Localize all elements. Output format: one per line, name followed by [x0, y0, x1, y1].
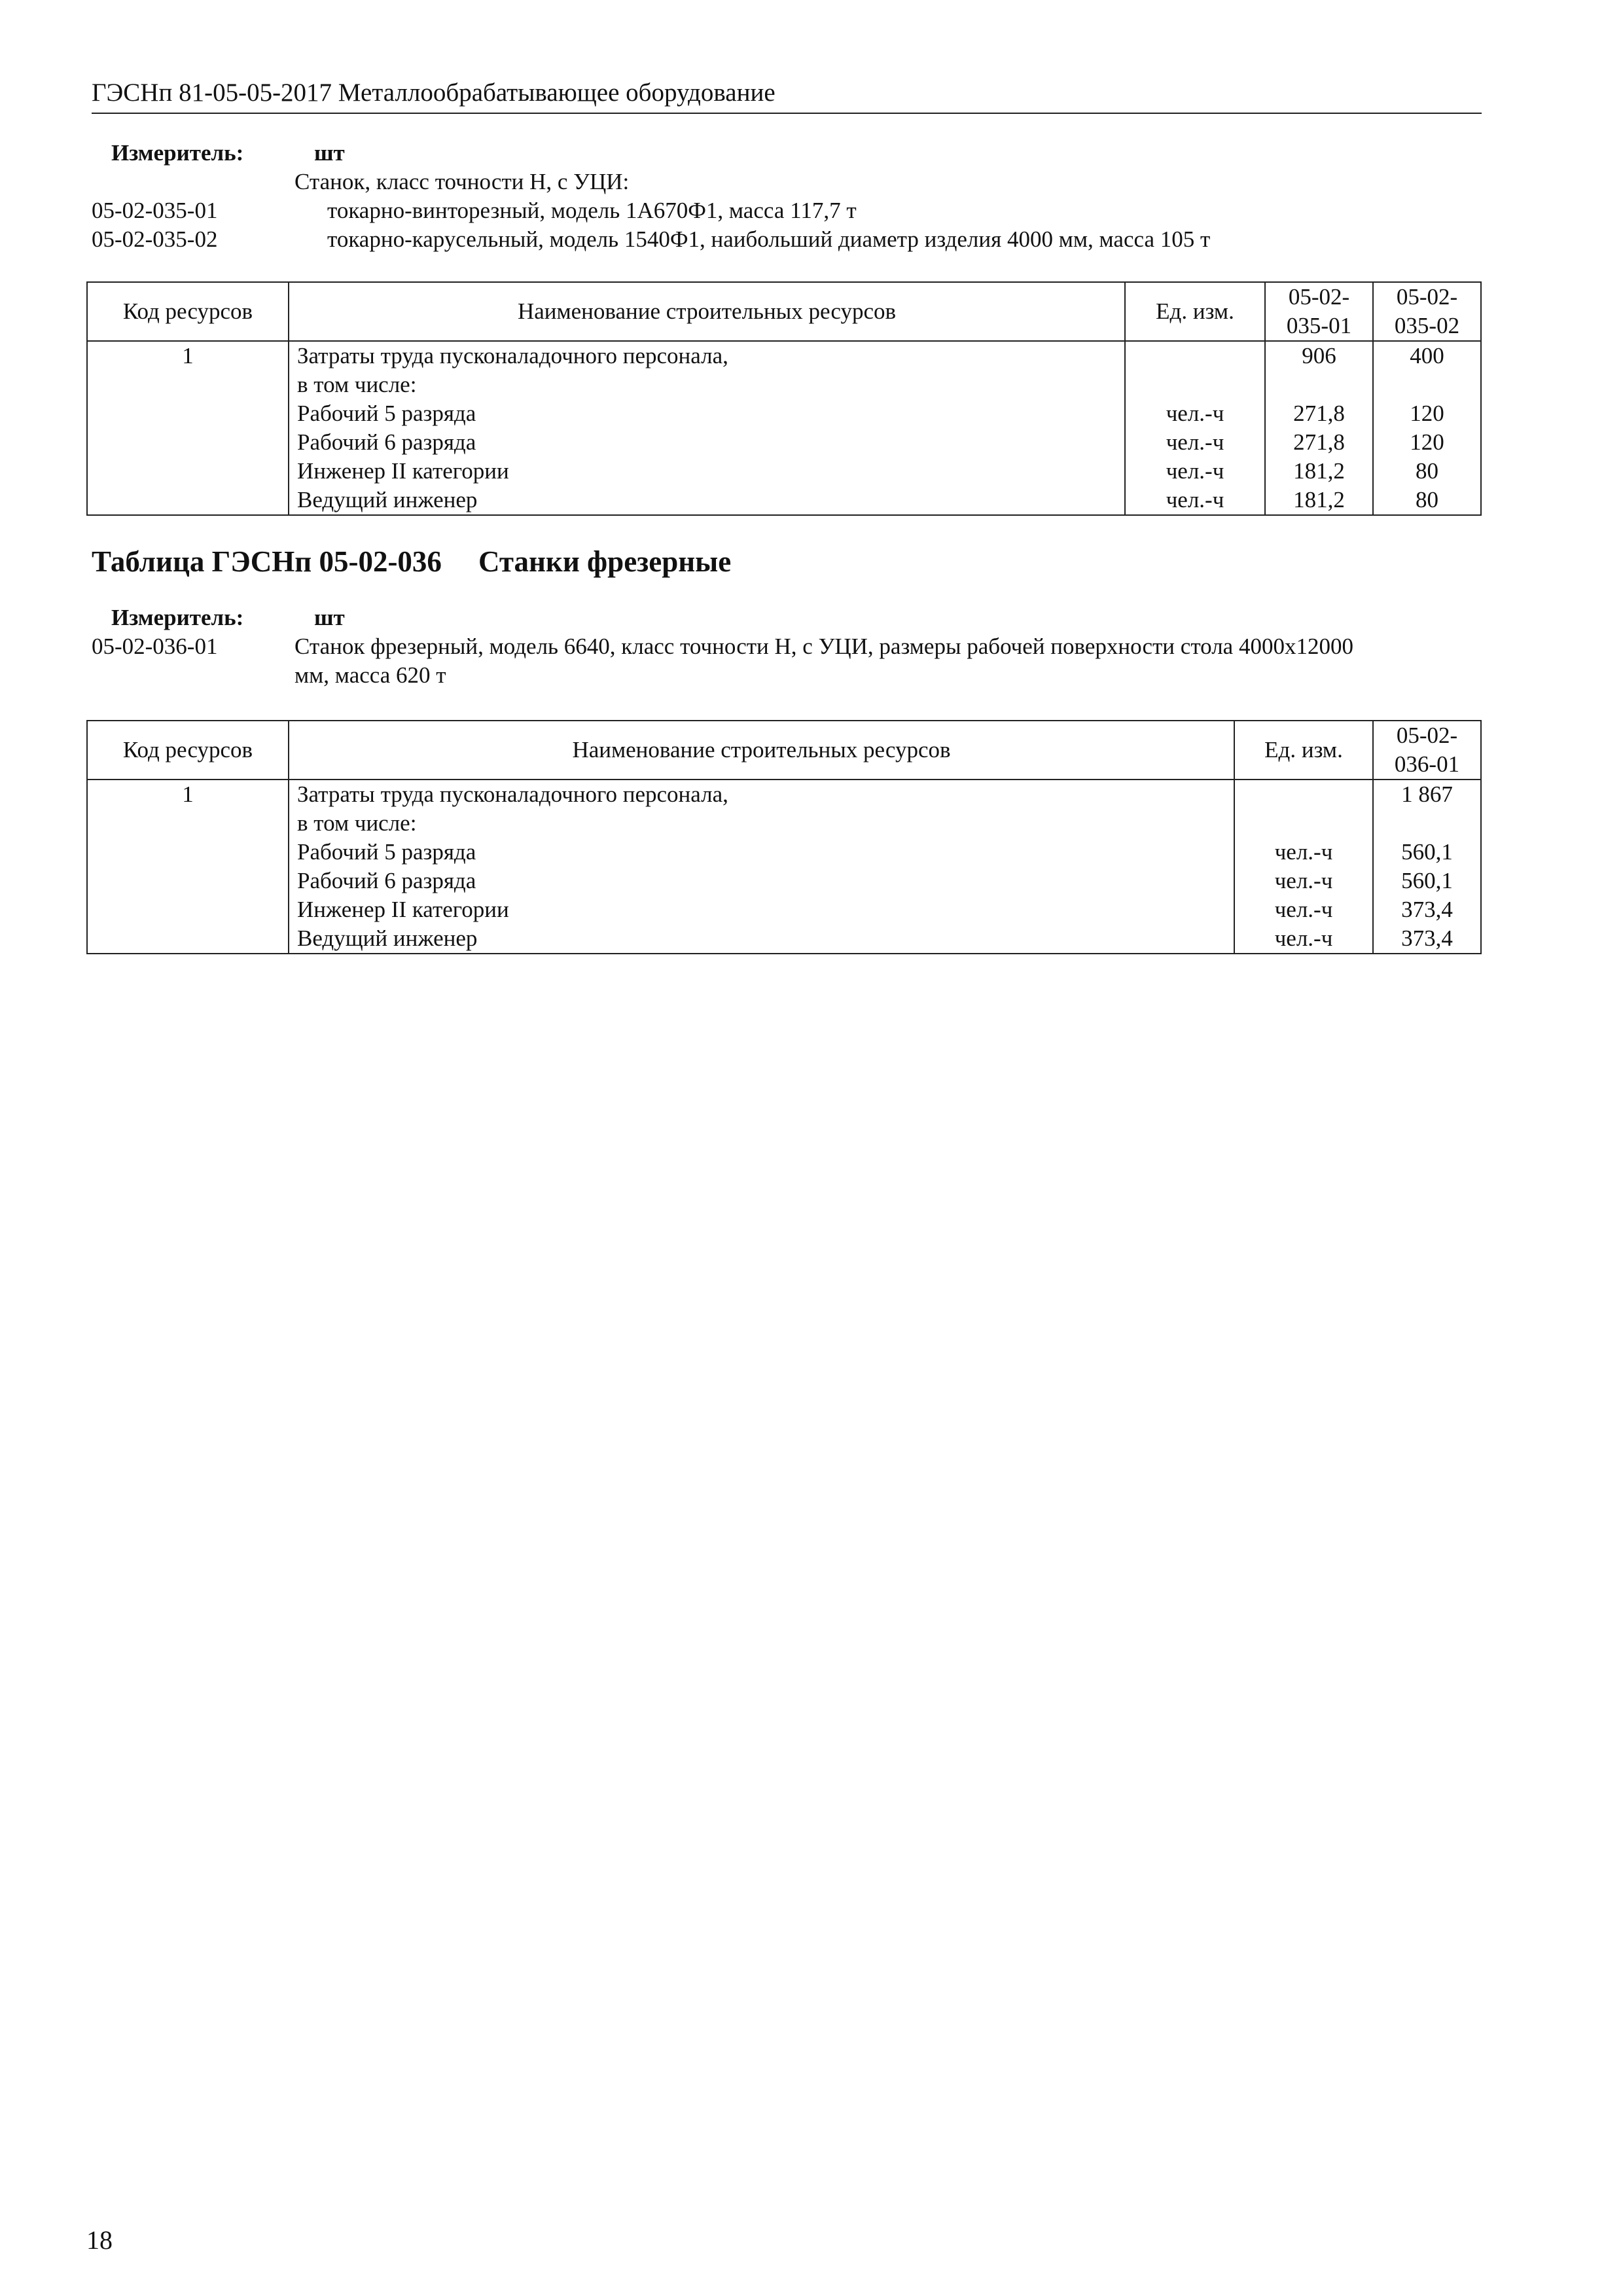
header-code: Код ресурсов: [87, 721, 289, 780]
header-col-035-02: 05-02- 035-02: [1373, 282, 1481, 341]
measure-block-035: [92, 139, 1482, 254]
header-code: Код ресурсов: [87, 282, 289, 341]
item-row: [92, 196, 1482, 225]
section-name: Станки фрезерные: [478, 545, 732, 578]
section-prefix: Таблица ГЭСНп 05-02-036: [92, 545, 442, 578]
header-unit: Ед. изм.: [1234, 721, 1373, 780]
resource-code: 1: [87, 341, 289, 515]
measure-block-036: [92, 603, 1482, 690]
header-unit: Ед. изм.: [1125, 282, 1265, 341]
measure-value: шт: [314, 140, 345, 166]
item-description: токарно-карусельный, модель 1540Ф1, наибольший диаметр изделия 4000 мм, масса 105 т: [327, 226, 1211, 252]
item-description: токарно-винторезный, модель 1А670Ф1, масса 117,7 т: [327, 198, 857, 223]
section-title: [92, 542, 731, 581]
resource-units: чел.-ч чел.-ч чел.-ч чел.-ч: [1234, 780, 1373, 954]
measure-label: Измеритель:: [111, 140, 244, 166]
header-name: Наименование строительных ресурсов: [289, 721, 1234, 780]
item-description: Станок фрезерный, модель 6640, класс точности Н, с УЦИ, размеры рабочей поверхности стола 4000х12000: [294, 634, 1353, 659]
page-number: 18: [86, 2225, 113, 2255]
resource-units: чел.-ч чел.-ч чел.-ч чел.-ч: [1125, 341, 1265, 515]
values-035-02: 400 120 120 80 80: [1373, 341, 1481, 515]
header-col-035-01: 05-02- 035-01: [1265, 282, 1373, 341]
item-description-cont: мм, масса 620 т: [294, 662, 446, 688]
machine-intro: Станок, класс точности Н, с УЦИ:: [294, 169, 630, 194]
item-row: [92, 632, 1482, 661]
item-code: 05-02-036-01: [92, 634, 218, 659]
measure-value: шт: [314, 605, 345, 630]
running-header: ГЭСНп 81-05-05-2017 Металлообрабатывающее оборудование: [92, 73, 1482, 114]
values-035-01: 906 271,8 271,8 181,2 181,2: [1265, 341, 1373, 515]
header-name: Наименование строительных ресурсов: [289, 282, 1125, 341]
item-row: [92, 225, 1482, 254]
resource-names: Затраты труда пусконаладочного персонала, в том числе: Рабочий 5 разряда Рабочий 6 разряда Инженер II категории Ведущий инженер: [289, 341, 1125, 515]
header-col-036-01: 05-02- 036-01: [1373, 721, 1481, 780]
measure-label: Измеритель:: [111, 605, 244, 630]
table-row: [87, 780, 1481, 954]
values-036-01: 1 867 560,1 560,1 373,4 373,4: [1373, 780, 1481, 954]
resource-code: 1: [87, 780, 289, 954]
resources-table-035: [86, 281, 1482, 516]
table-row: [87, 341, 1481, 515]
item-code: 05-02-035-01: [92, 198, 218, 223]
resources-table-036: [86, 720, 1482, 954]
item-code: 05-02-035-02: [92, 226, 218, 252]
resource-names: Затраты труда пусконаладочного персонала, в том числе: Рабочий 5 разряда Рабочий 6 разряда Инженер II категории Ведущий инженер: [289, 780, 1234, 954]
